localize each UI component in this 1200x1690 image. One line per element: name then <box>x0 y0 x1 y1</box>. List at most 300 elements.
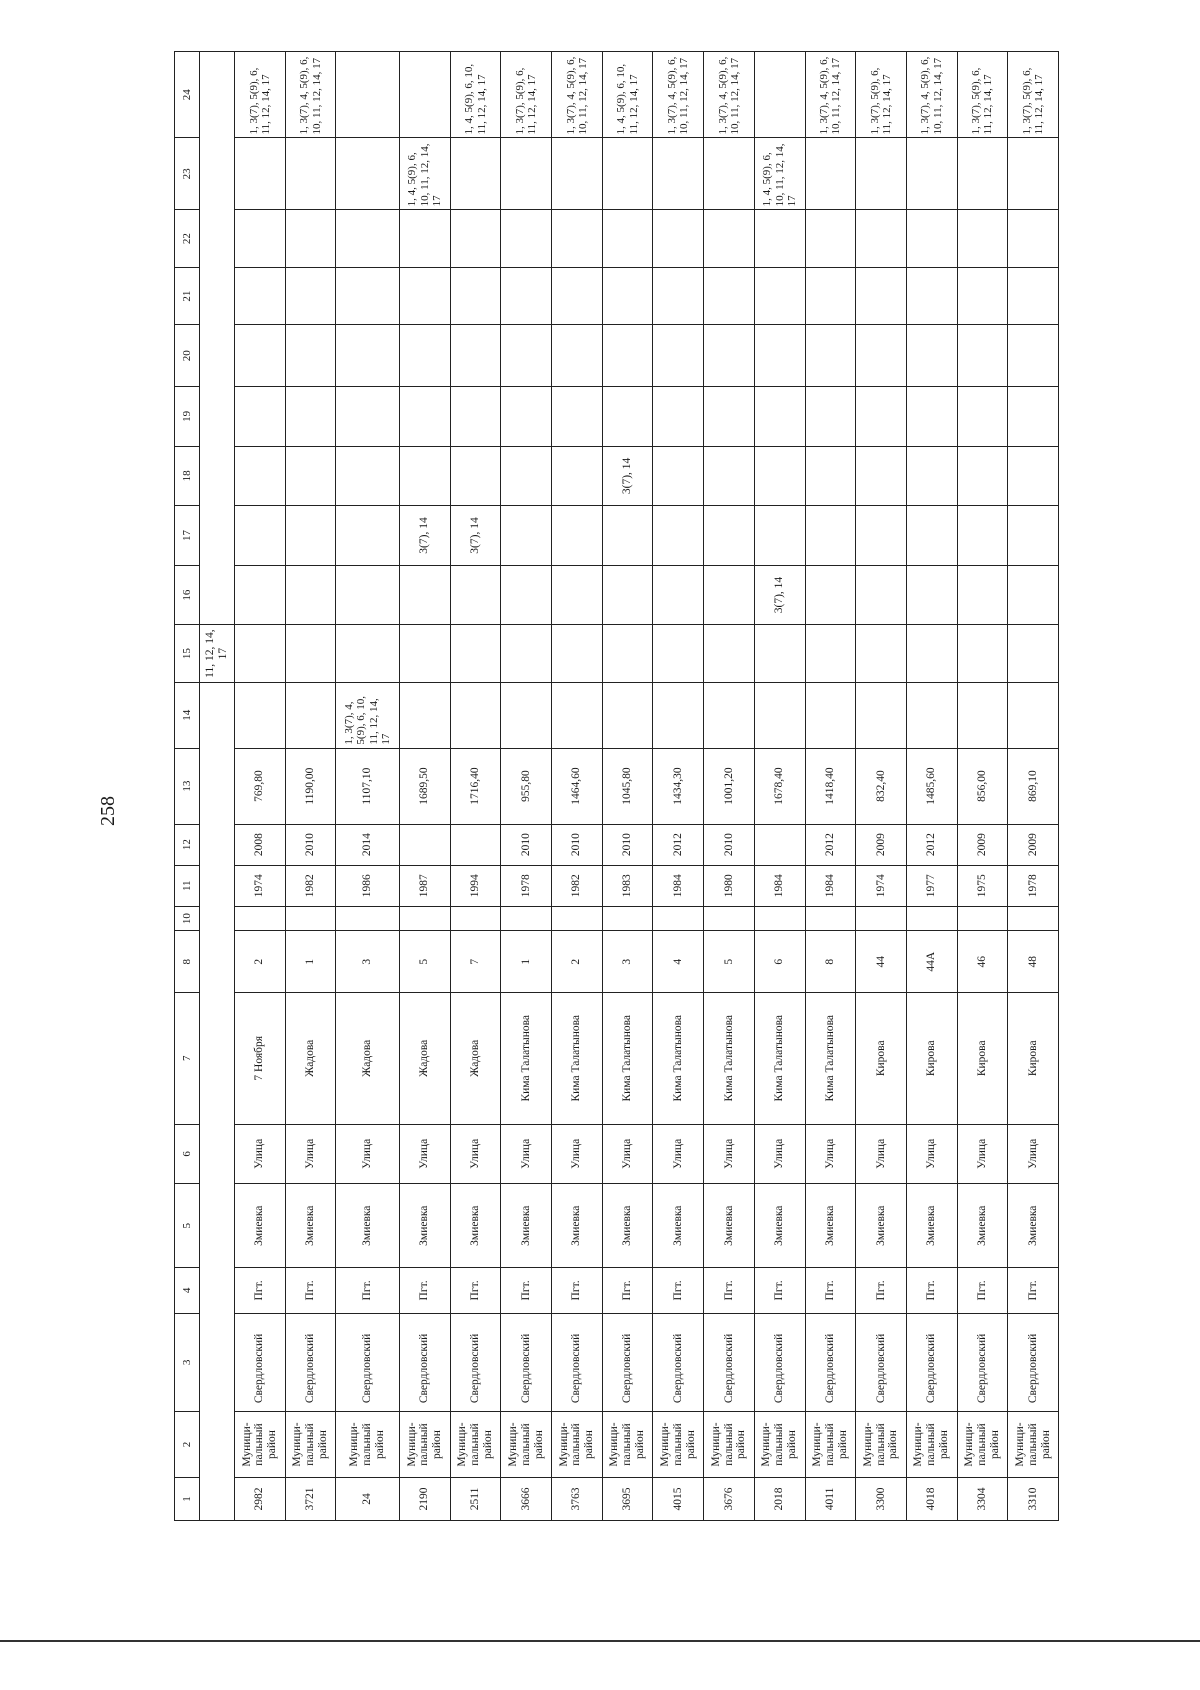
cell-c23 <box>856 138 907 210</box>
cell-c4: Пгт. <box>856 1268 907 1313</box>
table-row <box>856 52 907 1521</box>
cell-c17 <box>235 506 286 566</box>
table-row <box>704 52 755 1521</box>
cell-c4: Пгт. <box>235 1268 286 1313</box>
cell-c7: Кирова <box>1008 993 1059 1124</box>
cell-c14 <box>602 682 653 748</box>
cell-c12: 2010 <box>602 824 653 865</box>
cell-c19 <box>552 387 603 447</box>
cell-c8: 4 <box>653 931 704 993</box>
cell-c11: 1978 <box>1008 865 1059 906</box>
table-row <box>602 52 653 1521</box>
table-row <box>235 52 286 1521</box>
cell-c2: Муници-пальный район <box>336 1412 400 1478</box>
cell-c10 <box>501 906 552 931</box>
table-row <box>653 52 704 1521</box>
cell-c1: 24 <box>336 1477 400 1520</box>
table-row <box>957 52 1008 1521</box>
cell-c11: 1994 <box>450 865 501 906</box>
cell-c4: Пгт. <box>501 1268 552 1313</box>
cell-c14 <box>450 682 501 748</box>
cell-c13: 869,10 <box>1008 748 1059 824</box>
cell-c5: Змиевка <box>653 1184 704 1268</box>
cell-c11: 1984 <box>754 865 805 906</box>
cell-c20 <box>501 325 552 387</box>
table-body <box>200 52 1059 1521</box>
cell-c17 <box>704 506 755 566</box>
cell-c17 <box>805 506 856 566</box>
cell-c2: Муници-пальный район <box>856 1412 907 1478</box>
cell-c3: Свердловский <box>856 1313 907 1412</box>
cell-c10 <box>552 906 603 931</box>
cell-c15 <box>653 625 704 683</box>
cell-c19 <box>653 387 704 447</box>
cell-c10 <box>704 906 755 931</box>
cell-c1: 3310 <box>1008 1477 1059 1520</box>
cell-c17 <box>906 506 957 566</box>
table-row <box>336 52 400 1521</box>
cell-c4: Пгт. <box>906 1268 957 1313</box>
cell-c4: Пгт. <box>1008 1268 1059 1313</box>
column-header: 20 <box>175 325 200 387</box>
cell-c18 <box>704 446 755 506</box>
cell-c5: Змиевка <box>856 1184 907 1268</box>
cell-c15 <box>805 625 856 683</box>
cell-c11: 1986 <box>336 865 400 906</box>
cell-c20 <box>1008 325 1059 387</box>
cell-c2: Муници-пальный район <box>552 1412 603 1478</box>
cell-c8: 3 <box>602 931 653 993</box>
column-header: 13 <box>175 748 200 824</box>
cell-c24: 1, 3(7), 5(9), 6, 11, 12, 14, 17 <box>235 52 286 138</box>
cell-c24: 1, 4, 5(9), 6, 10, 11, 12, 14, 17 <box>602 52 653 138</box>
cell-c5: Змиевка <box>957 1184 1008 1268</box>
cell-c3: Свердловский <box>1008 1313 1059 1412</box>
cell-c20 <box>285 325 336 387</box>
cell-c17: 3(7), 14 <box>450 506 501 566</box>
column-header: 7 <box>175 993 200 1124</box>
cell-c21 <box>235 267 286 325</box>
column-header: 16 <box>175 565 200 625</box>
cell-c20 <box>957 325 1008 387</box>
cell-c23 <box>653 138 704 210</box>
cell-c22 <box>552 210 603 268</box>
cell-c12 <box>400 824 451 865</box>
cell-c8: 1 <box>501 931 552 993</box>
cell-c17 <box>602 506 653 566</box>
cell-c12 <box>450 824 501 865</box>
cell-c12: 2009 <box>1008 824 1059 865</box>
cell-c17 <box>285 506 336 566</box>
cell-c11: 1987 <box>400 865 451 906</box>
cell-c13: 1485,60 <box>906 748 957 824</box>
cell-c21 <box>552 267 603 325</box>
cell-c18 <box>400 446 451 506</box>
table-row <box>906 52 957 1521</box>
cell-c21 <box>704 267 755 325</box>
cell-c20 <box>754 325 805 387</box>
cell-c15 <box>235 625 286 683</box>
cell-c13: 1689,50 <box>400 748 451 824</box>
cell-c6: Улица <box>336 1124 400 1184</box>
cell-c13: 1045,80 <box>602 748 653 824</box>
cell-c15 <box>285 625 336 683</box>
cell-c15 <box>501 625 552 683</box>
cell-c3: Свердловский <box>906 1313 957 1412</box>
cell-c17 <box>1008 506 1059 566</box>
cell-c5: Змиевка <box>400 1184 451 1268</box>
cell-c11: 1977 <box>906 865 957 906</box>
cell-c8: 8 <box>805 931 856 993</box>
cell-c12: 2008 <box>235 824 286 865</box>
table-row <box>805 52 856 1521</box>
column-header: 12 <box>175 824 200 865</box>
cell-c16 <box>1008 565 1059 625</box>
cell-c2: Муници-пальный район <box>805 1412 856 1478</box>
cell-c6: Улица <box>856 1124 907 1184</box>
cell-c20 <box>805 325 856 387</box>
cell-c22 <box>336 210 400 268</box>
cell-c14 <box>235 682 286 748</box>
cell-c22 <box>754 210 805 268</box>
cell-c24: 1, 3(7), 4, 5(9), 6, 10, 11, 12, 14, 17 <box>552 52 603 138</box>
cell-c21 <box>501 267 552 325</box>
cell-c13: 955,80 <box>501 748 552 824</box>
cell-c5: Змиевка <box>906 1184 957 1268</box>
cell-c14 <box>704 682 755 748</box>
cell-c22 <box>653 210 704 268</box>
column-header: 17 <box>175 506 200 566</box>
cell-c7: Кирова <box>856 993 907 1124</box>
cell-c1: 4015 <box>653 1477 704 1520</box>
cell-c20 <box>602 325 653 387</box>
cell-c24: 1, 3(7), 4, 5(9), 6, 10, 11, 12, 14, 17 <box>805 52 856 138</box>
cell-c20 <box>653 325 704 387</box>
cell-c7: Кима Талатынова <box>501 993 552 1124</box>
cell-c8: 44А <box>906 931 957 993</box>
pre-row-cell <box>200 52 235 625</box>
cell-c21 <box>856 267 907 325</box>
cell-c10 <box>1008 906 1059 931</box>
cell-c15 <box>906 625 957 683</box>
cell-c19 <box>285 387 336 447</box>
cell-c8: 44 <box>856 931 907 993</box>
cell-c10 <box>653 906 704 931</box>
cell-c12: 2010 <box>552 824 603 865</box>
cell-c7: Жадова <box>400 993 451 1124</box>
cell-c21 <box>906 267 957 325</box>
cell-c1: 3721 <box>285 1477 336 1520</box>
cell-c1: 4018 <box>906 1477 957 1520</box>
cell-c19 <box>400 387 451 447</box>
cell-c20 <box>856 325 907 387</box>
cell-c6: Улица <box>501 1124 552 1184</box>
cell-c8: 5 <box>704 931 755 993</box>
cell-c13: 1716,40 <box>450 748 501 824</box>
cell-c16 <box>653 565 704 625</box>
cell-c4: Пгт. <box>704 1268 755 1313</box>
cell-c22 <box>602 210 653 268</box>
cell-c17 <box>552 506 603 566</box>
cell-c13: 769,80 <box>235 748 286 824</box>
cell-c6: Улица <box>602 1124 653 1184</box>
cell-c1: 3304 <box>957 1477 1008 1520</box>
cell-c5: Змиевка <box>501 1184 552 1268</box>
cell-c8: 2 <box>552 931 603 993</box>
cell-c14: 1, 3(7), 4, 5(9), 6, 10, 11, 12, 14, 17 <box>336 682 400 748</box>
table-row <box>754 52 805 1521</box>
column-header: 23 <box>175 138 200 210</box>
cell-c5: Змиевка <box>754 1184 805 1268</box>
cell-c21 <box>1008 267 1059 325</box>
cell-c2: Муници-пальный район <box>450 1412 501 1478</box>
cell-c6: Улица <box>957 1124 1008 1184</box>
cell-c16 <box>501 565 552 625</box>
cell-c23 <box>704 138 755 210</box>
cell-c4: Пгт. <box>400 1268 451 1313</box>
cell-c3: Свердловский <box>400 1313 451 1412</box>
cell-c15 <box>400 625 451 683</box>
cell-c14 <box>285 682 336 748</box>
cell-c24 <box>336 52 400 138</box>
cell-c23: 1, 4, 5(9), 6, 10, 11, 12, 14, 17 <box>400 138 451 210</box>
cell-c12: 2010 <box>704 824 755 865</box>
pre-row-col15: 11, 12, 14, 17 <box>200 625 235 683</box>
cell-c1: 2018 <box>754 1477 805 1520</box>
cell-c14 <box>805 682 856 748</box>
column-header: 5 <box>175 1184 200 1268</box>
cell-c6: Улица <box>754 1124 805 1184</box>
cell-c4: Пгт. <box>285 1268 336 1313</box>
column-header: 22 <box>175 210 200 268</box>
cell-c18 <box>552 446 603 506</box>
cell-c1: 2511 <box>450 1477 501 1520</box>
cell-c16 <box>285 565 336 625</box>
cell-c23 <box>501 138 552 210</box>
cell-c8: 46 <box>957 931 1008 993</box>
column-header: 6 <box>175 1124 200 1184</box>
cell-c2: Муници-пальный район <box>602 1412 653 1478</box>
cell-c23: 1, 4, 5(9), 6, 10, 11, 12, 14, 17 <box>754 138 805 210</box>
column-header: 1 <box>175 1477 200 1520</box>
cell-c11: 1974 <box>856 865 907 906</box>
cell-c16: 3(7), 14 <box>754 565 805 625</box>
cell-c5: Змиевка <box>336 1184 400 1268</box>
cell-c6: Улица <box>450 1124 501 1184</box>
column-header: 24 <box>175 52 200 138</box>
cell-c19 <box>957 387 1008 447</box>
cell-c2: Муници-пальный район <box>704 1412 755 1478</box>
cell-c13: 856,00 <box>957 748 1008 824</box>
cell-c22 <box>704 210 755 268</box>
cell-c20 <box>552 325 603 387</box>
cell-c10 <box>602 906 653 931</box>
cell-c24: 1, 3(7), 4, 5(9), 6, 10, 11, 12, 14, 17 <box>906 52 957 138</box>
cell-c20 <box>336 325 400 387</box>
cell-c12: 2012 <box>653 824 704 865</box>
cell-c19 <box>805 387 856 447</box>
cell-c23 <box>285 138 336 210</box>
cell-c17 <box>653 506 704 566</box>
cell-c8: 48 <box>1008 931 1059 993</box>
column-number-row <box>175 52 200 1521</box>
cell-c10 <box>450 906 501 931</box>
cell-c10 <box>957 906 1008 931</box>
cell-c20 <box>906 325 957 387</box>
cell-c17 <box>754 506 805 566</box>
cell-c14 <box>501 682 552 748</box>
cell-c2: Муници-пальный район <box>235 1412 286 1478</box>
cell-c6: Улица <box>1008 1124 1059 1184</box>
cell-c11: 1983 <box>602 865 653 906</box>
cell-c17: 3(7), 14 <box>400 506 451 566</box>
housing-register-table <box>174 51 1059 1521</box>
cell-c16 <box>336 565 400 625</box>
cell-c21 <box>450 267 501 325</box>
cell-c13: 1107,10 <box>336 748 400 824</box>
cell-c1: 3695 <box>602 1477 653 1520</box>
cell-c2: Муници-пальный район <box>501 1412 552 1478</box>
cell-c14 <box>754 682 805 748</box>
cell-c15 <box>754 625 805 683</box>
cell-c2: Муници-пальный район <box>754 1412 805 1478</box>
cell-c4: Пгт. <box>336 1268 400 1313</box>
cell-c21 <box>285 267 336 325</box>
cell-c17 <box>856 506 907 566</box>
cell-c1: 2190 <box>400 1477 451 1520</box>
cell-c7: Жадова <box>285 993 336 1124</box>
cell-c7: 7 Ноября <box>235 993 286 1124</box>
cell-c10 <box>235 906 286 931</box>
cell-c19 <box>754 387 805 447</box>
cell-c5: Змиевка <box>1008 1184 1059 1268</box>
cell-c1: 3666 <box>501 1477 552 1520</box>
cell-c3: Свердловский <box>754 1313 805 1412</box>
cell-c3: Свердловский <box>653 1313 704 1412</box>
cell-c19 <box>856 387 907 447</box>
cell-c3: Свердловский <box>957 1313 1008 1412</box>
cell-c23 <box>957 138 1008 210</box>
cell-c2: Муници-пальный район <box>285 1412 336 1478</box>
cell-c8: 3 <box>336 931 400 993</box>
cell-c14 <box>1008 682 1059 748</box>
cell-c10 <box>754 906 805 931</box>
cell-c12: 2010 <box>285 824 336 865</box>
cell-c8: 7 <box>450 931 501 993</box>
cell-c20 <box>450 325 501 387</box>
cell-c18 <box>805 446 856 506</box>
cell-c24 <box>754 52 805 138</box>
cell-c15 <box>856 625 907 683</box>
column-header: 8 <box>175 931 200 993</box>
cell-c21 <box>336 267 400 325</box>
cell-c18 <box>235 446 286 506</box>
cell-c8: 5 <box>400 931 451 993</box>
cell-c18 <box>450 446 501 506</box>
column-header: 3 <box>175 1313 200 1412</box>
cell-c6: Улица <box>906 1124 957 1184</box>
cell-c2: Муници-пальный район <box>400 1412 451 1478</box>
cell-c21 <box>805 267 856 325</box>
cell-c12: 2009 <box>957 824 1008 865</box>
cell-c24: 1, 4, 5(9), 6, 10, 11, 12, 14, 17 <box>450 52 501 138</box>
column-header: 10 <box>175 906 200 931</box>
cell-c16 <box>856 565 907 625</box>
cell-c16 <box>552 565 603 625</box>
cell-c19 <box>602 387 653 447</box>
cell-c7: Кима Талатынова <box>704 993 755 1124</box>
column-header: 15 <box>175 625 200 683</box>
cell-c4: Пгт. <box>602 1268 653 1313</box>
column-header: 21 <box>175 267 200 325</box>
cell-c7: Кима Талатынова <box>552 993 603 1124</box>
cell-c24: 1, 3(7), 4, 5(9), 6, 10, 11, 12, 14, 17 <box>704 52 755 138</box>
cell-c14 <box>906 682 957 748</box>
cell-c17 <box>957 506 1008 566</box>
cell-c6: Улица <box>400 1124 451 1184</box>
cell-c22 <box>501 210 552 268</box>
cell-c19 <box>336 387 400 447</box>
cell-c12: 2012 <box>805 824 856 865</box>
cell-c3: Свердловский <box>235 1313 286 1412</box>
table-row <box>552 52 603 1521</box>
cell-c3: Свердловский <box>336 1313 400 1412</box>
cell-c22 <box>1008 210 1059 268</box>
cell-c10 <box>400 906 451 931</box>
cell-c12 <box>754 824 805 865</box>
cell-c13: 1464,60 <box>552 748 603 824</box>
cell-c23 <box>450 138 501 210</box>
cell-c18 <box>336 446 400 506</box>
cell-c4: Пгт. <box>450 1268 501 1313</box>
cell-c23 <box>805 138 856 210</box>
cell-c10 <box>906 906 957 931</box>
cell-c5: Змиевка <box>285 1184 336 1268</box>
cell-c19 <box>235 387 286 447</box>
cell-c2: Муници-пальный район <box>957 1412 1008 1478</box>
cell-c14 <box>653 682 704 748</box>
cell-c4: Пгт. <box>552 1268 603 1313</box>
cell-c11: 1984 <box>653 865 704 906</box>
column-header: 18 <box>175 446 200 506</box>
cell-c19 <box>906 387 957 447</box>
cell-c22 <box>235 210 286 268</box>
cell-c16 <box>805 565 856 625</box>
cell-c3: Свердловский <box>805 1313 856 1412</box>
cell-c19 <box>704 387 755 447</box>
cell-c3: Свердловский <box>501 1313 552 1412</box>
cell-c4: Пгт. <box>957 1268 1008 1313</box>
cell-c22 <box>957 210 1008 268</box>
cell-c1: 2982 <box>235 1477 286 1520</box>
cell-c10 <box>856 906 907 931</box>
column-header: 14 <box>175 682 200 748</box>
cell-c5: Змиевка <box>235 1184 286 1268</box>
table-row <box>1008 52 1059 1521</box>
cell-c23 <box>235 138 286 210</box>
cell-c24: 1, 3(7), 5(9), 6, 11, 12, 14, 17 <box>957 52 1008 138</box>
cell-c6: Улица <box>552 1124 603 1184</box>
cell-c16 <box>957 565 1008 625</box>
cell-c11: 1980 <box>704 865 755 906</box>
cell-c18 <box>856 446 907 506</box>
cell-c24: 1, 3(7), 4, 5(9), 6, 10, 11, 12, 14, 17 <box>653 52 704 138</box>
cell-c13: 1190,00 <box>285 748 336 824</box>
cell-c11: 1975 <box>957 865 1008 906</box>
cell-c13: 1001,20 <box>704 748 755 824</box>
cell-c24: 1, 3(7), 4, 5(9), 6, 10, 11, 12, 14, 17 <box>285 52 336 138</box>
cell-c3: Свердловский <box>285 1313 336 1412</box>
